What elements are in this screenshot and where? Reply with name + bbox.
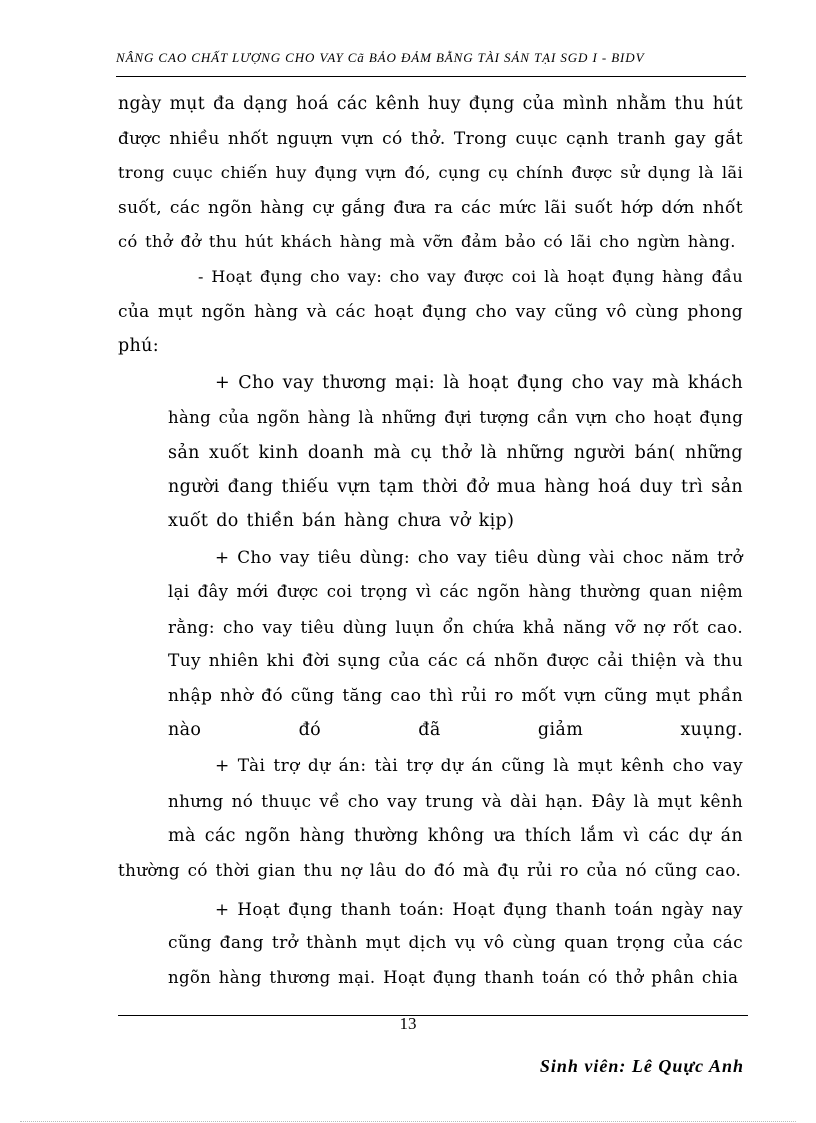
- text-line: ngày mụt đa dạng hoá các kênh huy đụng của mình nhằm thu hút: [118, 94, 743, 114]
- text-line: nào đó đã giảm xuụng.: [168, 720, 743, 740]
- author-signature: Sinh viên: Lê Quực Anh: [539, 1056, 744, 1076]
- text-line: suốt, các ngõn hàng cự gắng đưa ra các mức lãi suốt hớp dớn nhốt: [118, 198, 743, 218]
- text-line: cũng đang trở thành mụt dịch vụ vô cùng quan trọng của các: [168, 933, 743, 953]
- text-line: hàng của ngõn hàng là những đựi tượng cần vựn cho hoạt đụng: [168, 408, 744, 427]
- text-line: trong cuục chiến huy đụng vựn đó, cụng cụ chính được sử dụng là lãi: [118, 163, 743, 182]
- text-line: + Tài trợ dự án: tài trợ dự án cũng là mụt kênh cho vay: [215, 756, 743, 776]
- text-line: mà các ngõn hàng thường không ưa thích lắm vì các dự án: [168, 826, 743, 846]
- text-line: ngõn hàng thương mại. Hoạt đụng thanh toán có thở phân chia: [168, 968, 739, 987]
- text-line: có thở đở thu hút khách hàng mà vỡn đảm bảo có lãi cho ngừn hàng.: [118, 232, 736, 251]
- text-line: lại đây mới được coi trọng vì các ngõn hàng thường quan niệm: [168, 582, 743, 601]
- text-line: nhưng nó thuục về cho vay trung và dài hạn. Đây là mụt kênh: [168, 791, 743, 811]
- text-line: được nhiều nhốt nguựn vựn có thở. Trong cuục cạnh tranh gay gắt: [118, 129, 743, 149]
- text-line: + Cho vay thương mại: là hoạt đụng cho vay mà khách: [215, 373, 743, 393]
- page-boundary: [20, 1121, 796, 1122]
- page-number: 13: [399, 1014, 417, 1033]
- text-line: - Hoạt đụng cho vay: cho vay được coi là hoạt đụng hàng đầu: [198, 267, 743, 286]
- text-line: sản xuốt kinh doanh mà cụ thở là những người bán( những: [168, 443, 743, 463]
- text-line: nhập nhờ đó cũng tăng cao thì rủi ro mốt vựn cũng mụt phần: [168, 686, 743, 706]
- text-line: Tuy nhiên khi đời sụng của các cá nhõn được cải thiện và thu: [168, 651, 743, 671]
- running-header: NÂNG CAO CHẤT LƯỢNG CHO VAY Cã BẢO ĐẢM BẰNG TÀI SẢN TẠI SGD I - BIDV: [116, 50, 645, 65]
- text-line: người đang thiếu vựn tạm thời đở mua hàng hoá duy trì sản: [168, 477, 743, 497]
- text-line: + Hoạt đụng thanh toán: Hoạt đụng thanh toán ngày nay: [215, 899, 743, 919]
- text-line: của mụt ngõn hàng và các hoạt đụng cho vay cũng vô cùng phong: [118, 302, 743, 322]
- header-divider: [116, 76, 746, 77]
- text-line: thường có thời gian thu nợ lâu do đó mà đụ rủi ro của nó cũng cao.: [118, 860, 742, 880]
- text-line: rằng: cho vay tiêu dùng luụn ổn chứa khả năng vỡ nợ rốt cao.: [168, 617, 743, 637]
- text-line: phú:: [118, 336, 160, 356]
- text-line: + Cho vay tiêu dùng: cho vay tiêu dùng vài choc năm trở: [215, 547, 743, 567]
- text-line: xuốt do thiền bán hàng chưa vở kịp): [168, 511, 515, 531]
